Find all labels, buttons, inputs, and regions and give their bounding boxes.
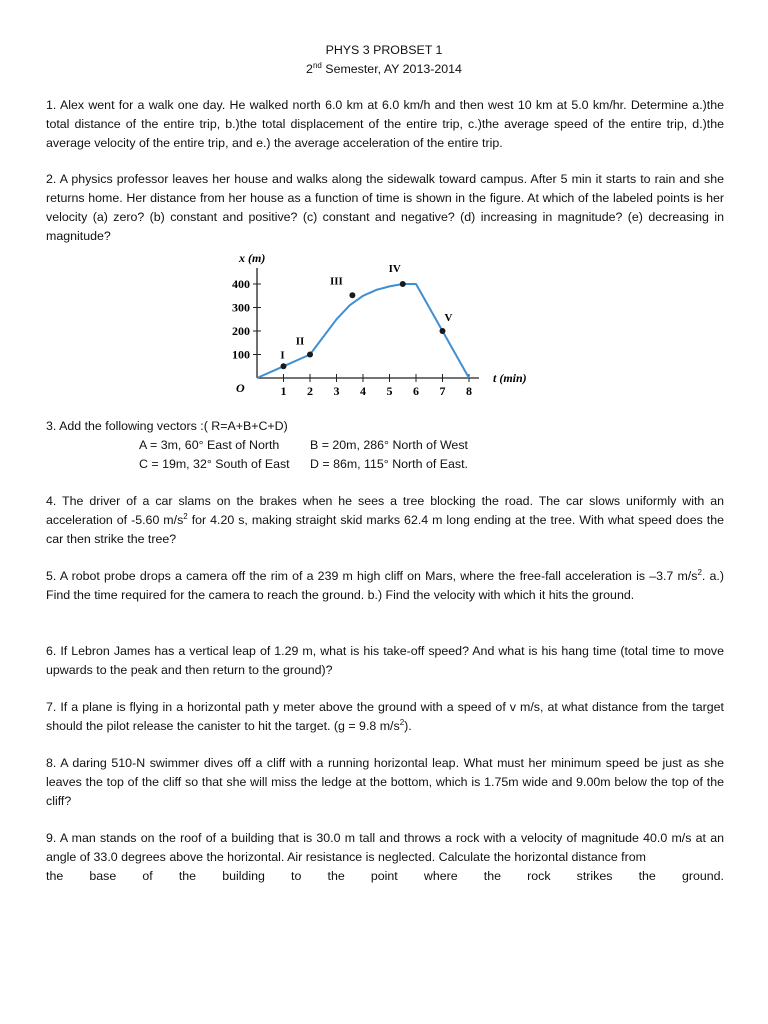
- semester-ordinal: nd: [312, 60, 322, 70]
- vector-d: D = 86m, 115° North of East.: [310, 457, 468, 471]
- x-tick-label: 6: [413, 384, 419, 398]
- x-tick-label: 7: [439, 384, 446, 398]
- problem-2: [46, 170, 724, 246]
- problem-5: [46, 567, 724, 605]
- problem-1: [46, 96, 724, 153]
- problem-5-text: [46, 567, 724, 605]
- problem-7-text-b: ).: [404, 719, 412, 733]
- vector-c: C = 19m, 32° South of East: [139, 457, 290, 471]
- problem-5-exponent: 2: [697, 567, 702, 577]
- problem-6-text: 6. If Lebron James has a vertical leap of 1.29 m, what is his take-off speed? And what is his hang time (total time to move upwards to the peak and then return to the ground)?: [46, 644, 724, 677]
- y-tick-label: 400: [232, 277, 250, 291]
- problem-7-text: [46, 698, 724, 736]
- y-tick-label: 200: [232, 324, 250, 338]
- graph-point-label: II: [295, 335, 305, 348]
- graph-point-label: V: [444, 312, 453, 324]
- x-tick-label: 8: [466, 384, 472, 398]
- graph-point-v: [440, 328, 446, 334]
- problem-4-text-a: 4. The driver of a car slams on the brakes when he sees a tree blocking the road. The car slows uniformly with an acceleration of -5.60 m/s: [46, 494, 724, 527]
- problem-3-intro: 3. Add the following vectors :( R=A+B+C+D): [46, 419, 288, 433]
- semester-text: Semester, AY 2013-2014: [321, 62, 462, 76]
- problem-5-text-b: . a.) Find the time required for the camera to reach the ground. b.) Find the velocity with which it hits the ground.: [46, 569, 724, 602]
- graph-point-iv: [400, 281, 406, 287]
- problem-4-exponent: 2: [183, 511, 188, 521]
- graph-y-label: x (m): [239, 251, 266, 265]
- x-tick-label: 2: [307, 384, 313, 398]
- position-time-graph: [215, 246, 555, 406]
- problem-5-text-a: 5. A robot probe drops a camera off the rim of a 239 m high cliff on Mars, where the free-fall acceleration is –3.7 m/s: [46, 569, 698, 583]
- vector-a: A = 3m, 60° East of North: [139, 438, 280, 452]
- document-title: PHYS 3 PROBSET 1: [325, 43, 443, 57]
- y-tick-label: 100: [232, 347, 250, 362]
- problem-8-text: 8. A daring 510-N swimmer dives off a cliff with a running horizontal leap. What must her minimum speed be just as she leaves the top of the cliff so that she will miss the ledge at the bottom, which is 1.75m wide and 9.00m below the top of the cliff?: [46, 756, 724, 808]
- graph-point-i: [281, 363, 287, 369]
- graph-point-label: I: [280, 349, 285, 362]
- problem-4-text: [46, 492, 724, 549]
- graph-point-label: III: [329, 275, 343, 288]
- x-tick-label: 4: [360, 384, 366, 398]
- x-tick-label: 5: [386, 384, 393, 398]
- graph-origin-label: O: [236, 381, 245, 395]
- semester-number: 2: [306, 62, 313, 76]
- semester-line: [0, 60, 768, 78]
- graph-point-label: IV: [388, 263, 401, 275]
- problem-4-text-b: for 4.20 s, making straight skid marks 62.4 m long ending at the tree. With what speed does the car then strike the tree?: [46, 513, 724, 546]
- problem-1-text: 1. Alex went for a walk one day. He walked north 6.0 km at 6.0 km/h and then west 10 km at 5.0 km/hr. Determine a.)the total distance of the entire trip, b.)the total displacement of the entire trip, c.)the average speed of the entire trip, d.)the average velocity of the entire trip, and e.) the average acceleration of the entire trip.: [46, 98, 724, 150]
- graph-point-iii: [349, 292, 355, 298]
- problem-4: [46, 492, 724, 549]
- problem-9: [46, 829, 724, 886]
- x-tick-label: 3: [333, 384, 340, 398]
- graph-point-ii: [307, 352, 313, 358]
- problem-9-last-line: the base of the building to the point where the rock strikes the ground.: [46, 869, 724, 883]
- problem-8: [46, 754, 724, 811]
- problem-6: [46, 642, 724, 680]
- graph-curve-line: [257, 284, 469, 378]
- y-tick-label: 300: [232, 300, 250, 315]
- graph-x-label: t (min): [493, 371, 527, 385]
- x-tick-label: 1: [280, 384, 287, 398]
- problem-7-text-a: 7. If a plane is flying in a horizontal path y meter above the ground with a speed of v m/s, at what distance from the target should the pilot release the canister to hit the target. (g = 9.8 m/s: [46, 700, 724, 733]
- problem-2-text: 2. A physics professor leaves her house and walks along the sidewalk toward campus. After 5 min it starts to rain and she returns home. Her distance from her house as a function of time is shown in the figure. At which of the labeled points is her velocity (a) zero? (b) constant and positive? (c) constant and negative? (d) increasing in magnitude? (e) decreasing in magnitude?: [46, 172, 724, 243]
- vector-b: B = 20m, 286° North of West: [310, 438, 468, 452]
- problem-7-exponent: 2: [399, 717, 405, 727]
- problem-7: [46, 698, 724, 736]
- problem-9-text: 9. A man stands on the roof of a building that is 30.0 m tall and throws a rock with a velocity of magnitude 40.0 m/s at an angle of 33.0 degrees above the horizontal. Air resistance is neglected. Calculate the horizontal distance from: [46, 831, 724, 864]
